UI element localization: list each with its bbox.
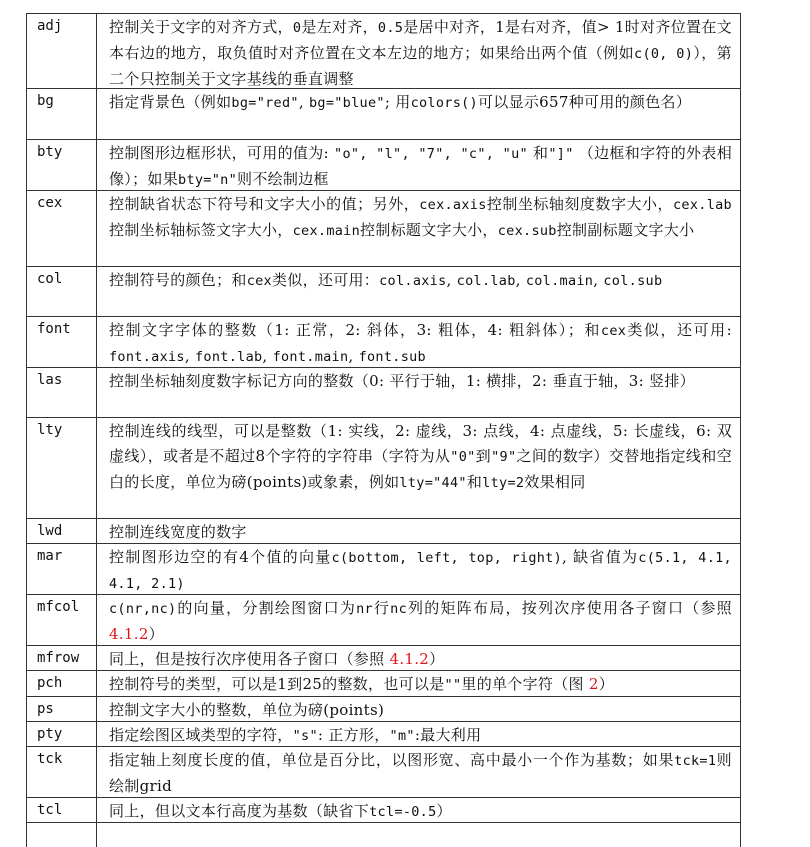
description-text: , [262,347,273,365]
code-text: cex.axis [419,197,487,213]
description-text: 控制标题文字大小， [360,221,498,239]
cross-reference-link[interactable]: 2 [588,675,599,693]
parameter-description [97,722,740,746]
code-text: c(5.1, 4.1, 4.1, 2.1) [109,550,732,592]
code-text: lty="44" [399,475,467,491]
description-text: 控制图形边框形状，可用的值为: [109,144,335,162]
description-text: ），第二个只控制关于文字基线的垂直调整 [109,44,732,88]
description-text: 类似，还可用: [626,321,732,339]
parameter-name: pty [27,722,97,746]
cross-reference-link[interactable]: 4.1.2 [109,625,149,643]
description-text: ） [598,675,615,693]
code-text: lty=2 [482,475,525,491]
description-text: 控制坐标轴刻度数字标记方向的整数（0: 平行于轴，1: 横排，2: 垂直于轴，3: 竖排） [109,372,695,390]
table-row [27,417,740,518]
code-text: tck=1 [674,753,717,769]
table-row [27,822,740,847]
description-text: , 缺省值为 [562,548,639,566]
code-text: c(0, 0) [634,46,694,62]
code-text: bg="blue" [308,95,385,111]
parameter-description [97,671,740,696]
description-text: , [348,347,359,365]
code-text: "s" [292,728,318,744]
parameter-description [97,267,740,316]
table-row [27,190,740,266]
code-text: c(bottom, left, top, right) [331,550,563,566]
code-text: "0" [450,449,476,465]
parameter-description [97,646,740,670]
code-text: "o", "l", "7", "c", "u" [334,146,528,162]
description-text: 控制副标题文字大小 [556,221,695,239]
parameter-description [97,89,740,139]
description-text: 指定背景色（例如 [109,93,232,111]
table-row [27,721,740,746]
parameter-description [97,317,740,367]
parameter-name: mfrow [27,646,97,670]
code-text: cex.lab [672,197,732,213]
parameter-description [97,14,740,88]
table-row [27,88,740,139]
parameter-description [97,368,740,417]
parameter-description [97,747,740,797]
description-text: ） [429,650,445,668]
description-text: 和 [466,473,483,491]
code-text: c(nr,nc) [109,601,177,617]
table-row [27,518,740,543]
description-text: 控制文字字体的整数（1: 正常，2: 斜体，3: 粗体，4: 粗斜体）；和 [109,321,601,339]
description-text: ） [148,625,164,643]
description-text: 控制连线宽度的数字 [109,523,247,541]
parameter-description [97,418,740,518]
parameter-description [97,191,740,266]
parameter-name: adj [27,14,97,88]
description-text: 指定轴上刻度长度的值，单位是百分比，以图形宽、高中最小一个作为基数；如果 [109,751,675,769]
cross-reference-link[interactable]: 4.1.2 [389,650,430,668]
description-text: 控制坐标轴标签文字大小， [109,221,293,239]
parameter-name: lwd [27,519,97,543]
description-text: 控制符号的类型，可以是1到25的整数，也可以是 [109,675,445,693]
parameter-name: mfcol [27,595,97,645]
parameter-description [97,798,740,822]
code-text: 0.5 [377,20,404,36]
parameter-name: cex [27,191,97,266]
description-text: 控制连线的线型，可以是整数（1: 实线，2: 虚线，3: 点线，4: 点虚线，5: 长虚线，6: 双虚线），或者是不超过8个字符的字符串（字符为从 [109,422,732,465]
parameter-description [97,519,740,543]
table-row [27,594,740,645]
table-row [27,316,740,367]
parameter-name: lty [27,418,97,518]
parameter-name: bty [27,140,97,190]
code-text: nc [390,601,408,617]
parameter-name: col [27,267,97,316]
code-text: "m" [389,728,415,744]
parameter-name [27,823,97,847]
description-text: 控制符号的颜色；和 [109,271,247,289]
description-text: 控制文字大小的整数，单位为磅(points) [109,701,385,719]
description-text: 控制图形边空的有4个值的向量 [109,548,332,566]
table-row [27,670,740,696]
description-text: 可以显示657种可用的颜色名） [477,93,692,111]
parameter-description [97,823,740,847]
code-text: cex [600,323,627,339]
code-text: col.lab [456,273,516,289]
table-row [27,645,740,670]
description-text: 控制缺省状态下符号和文字大小的值；另外， [109,195,420,213]
table-row [27,746,740,797]
code-text: 0 [292,20,302,36]
parameter-description [97,544,740,594]
description-text: 类似，还可用： [272,271,380,289]
code-text: "" [444,677,462,693]
parameter-name: tcl [27,798,97,822]
description-text: 控制关于文字的对齐方式， [109,18,293,36]
parameter-description [97,140,740,190]
description-text: , [515,271,526,289]
parameter-name: las [27,368,97,417]
parameter-name: font [27,317,97,367]
parameter-name: mar [27,544,97,594]
parameter-name: pch [27,671,97,696]
code-text: font.sub [358,349,426,365]
parameter-description [97,595,740,645]
code-text: "9" [491,449,517,465]
description-text: 指定绘图区域类型的字符， [109,726,293,744]
table-row [27,696,740,721]
parameter-description [97,697,740,721]
code-text: font.lab [195,349,263,365]
table-row [27,139,740,190]
description-text: 则不绘制边框 [237,170,329,188]
code-text: bty="n" [178,172,238,188]
description-text: ） [436,802,452,820]
description-text: 到 [475,447,492,465]
description-text: , [184,347,195,365]
table-row [27,543,740,594]
code-text: colors() [410,95,478,111]
parameter-name: ps [27,697,97,721]
code-text: font.axis [109,349,185,365]
description-text: 里的单个字符（图 [461,675,589,693]
description-text: 则绘制grid [109,751,732,795]
description-text: 控制坐标轴刻度数字大小， [486,195,673,213]
description-text: 的向量，分割绘图窗口为 [176,599,357,617]
description-text: 是居中对齐，1是右对齐，值> 1时对齐位置在文本右边的地方，取负值时对齐位置在文本左边的地方；如果给出两个值（例如 [109,18,732,62]
table-row [27,367,740,417]
parameter-name: bg [27,89,97,139]
description-text: ; 用 [384,93,411,111]
description-text: 列的矩阵布局，按列次序使用各子窗口（参照 [407,599,732,617]
description-text: 同上，但以文本行高度为基数（缺省下 [109,802,370,820]
table-row [27,797,740,822]
description-text: 效果相同 [524,473,586,491]
code-text: col.sub [603,273,663,289]
code-text: cex.sub [497,223,557,239]
code-text: "]" [548,146,574,162]
table-row [27,13,740,88]
code-text: bg="red" [231,95,299,111]
description-text: 行 [372,599,391,617]
description-text: （边框和字符的外表相像）；如果 [109,144,732,188]
code-text: tcl=-0.5 [369,804,437,820]
code-text: cex.main [292,223,361,239]
description-text: , [298,93,309,111]
description-text: , [593,271,604,289]
description-text: 是左对齐， [301,18,378,36]
code-text: col.axis [379,273,447,289]
description-text: 同上，但是按行次序使用各子窗口（参照 [109,650,390,668]
description-text: 之间的数字）交替地指定线和空白的长度，单位为磅(points)或象素，例如 [109,447,733,491]
code-text: font.main [272,349,349,365]
description-text: : 正方形， [317,726,390,744]
description-text: 和 [527,144,549,162]
description-text: :最大利用 [414,726,482,744]
parameter-name: tck [27,747,97,797]
description-text: , [446,271,457,289]
table-row [27,266,740,316]
code-text: col.main [525,273,594,289]
code-text: cex [246,273,272,289]
code-text: nr [356,601,373,617]
graphics-parameters-table [26,13,741,847]
